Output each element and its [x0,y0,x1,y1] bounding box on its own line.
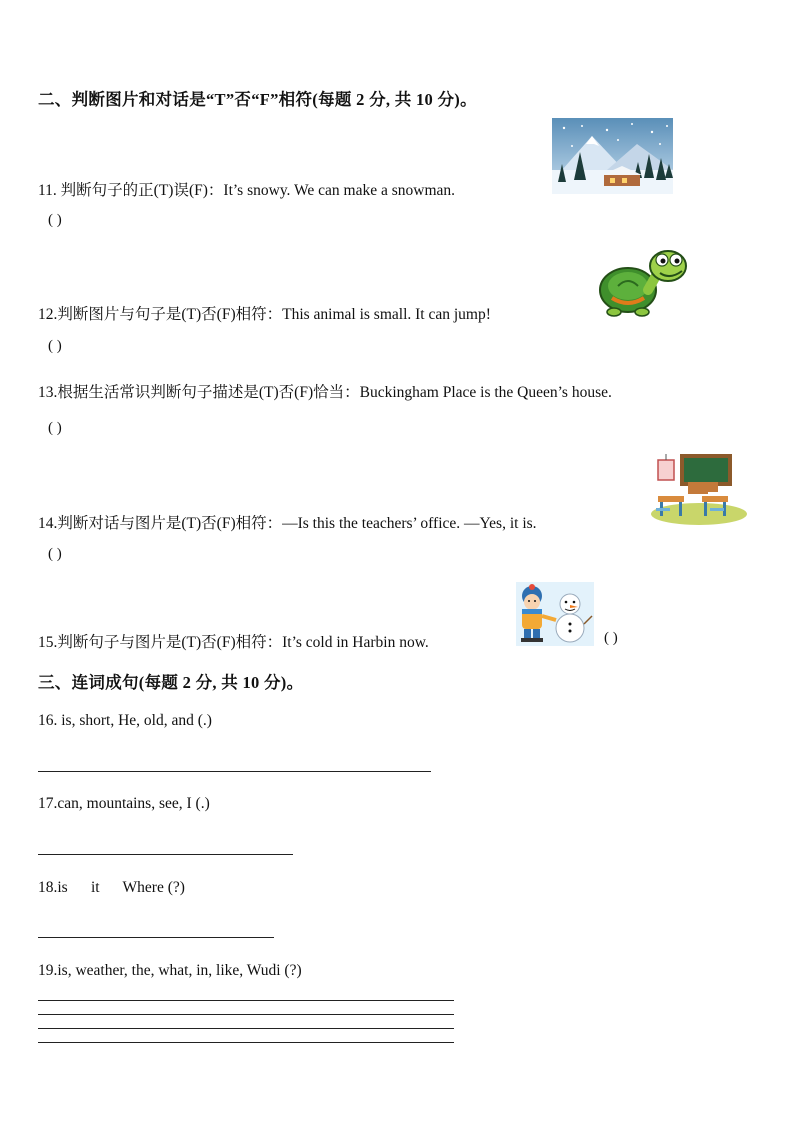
question-18-answer-line[interactable] [38,937,274,938]
question-11-answer-blank[interactable]: ( ) [48,212,62,228]
question-12-text: 12.判断图片与句子是(T)否(F)相符：This animal is small. It can jump! [38,306,491,323]
question-16-text: 16. is, short, He, old, and (.) [38,712,212,729]
boy-and-snowman-picture [516,582,594,646]
question-17-text: 17.can, mountains, see, I (.) [38,795,210,812]
question-13-answer-blank[interactable]: ( ) [48,420,62,436]
question-11-text: 11. 判断句子的正(T)误(F)：It’s snowy. We can make a snowman. [38,182,456,199]
question-14-text: 14.判断对话与图片是(T)否(F)相符：—Is this the teachers’ office. —Yes, it is. [38,515,537,532]
turtle-picture [598,246,690,318]
section-3-heading: 三、连词成句(每题 2 分, 共 10 分)。 [38,673,304,692]
question-14-answer-blank[interactable]: ( ) [48,546,62,562]
question-19-answer-line-4[interactable] [38,1042,454,1043]
question-19-answer-line-3[interactable] [38,1028,454,1029]
question-15-answer-blank[interactable]: ( ) [604,630,618,646]
classroom-picture [650,452,748,526]
question-19-answer-line-1[interactable] [38,1000,454,1001]
question-17-answer-line[interactable] [38,854,293,855]
question-15-text: 15.判断句子与图片是(T)否(F)相符：It’s cold in Harbin now. [38,634,429,651]
question-18-text: 18.is it Where (?) [38,879,185,896]
snowy-village-picture [552,118,673,194]
question-19-answer-line-2[interactable] [38,1014,454,1015]
section-2-heading: 二、判断图片和对话是“T”否“F”相符(每题 2 分, 共 10 分)。 [38,90,477,109]
question-13-text: 13.根据生活常识判断句子描述是(T)否(F)恰当：Buckingham Place is the Queen’s house. [38,384,612,401]
question-19-text: 19.is, weather, the, what, in, like, Wudi (?) [38,962,302,979]
question-16-answer-line[interactable] [38,771,431,772]
question-12-answer-blank[interactable]: ( ) [48,338,62,354]
